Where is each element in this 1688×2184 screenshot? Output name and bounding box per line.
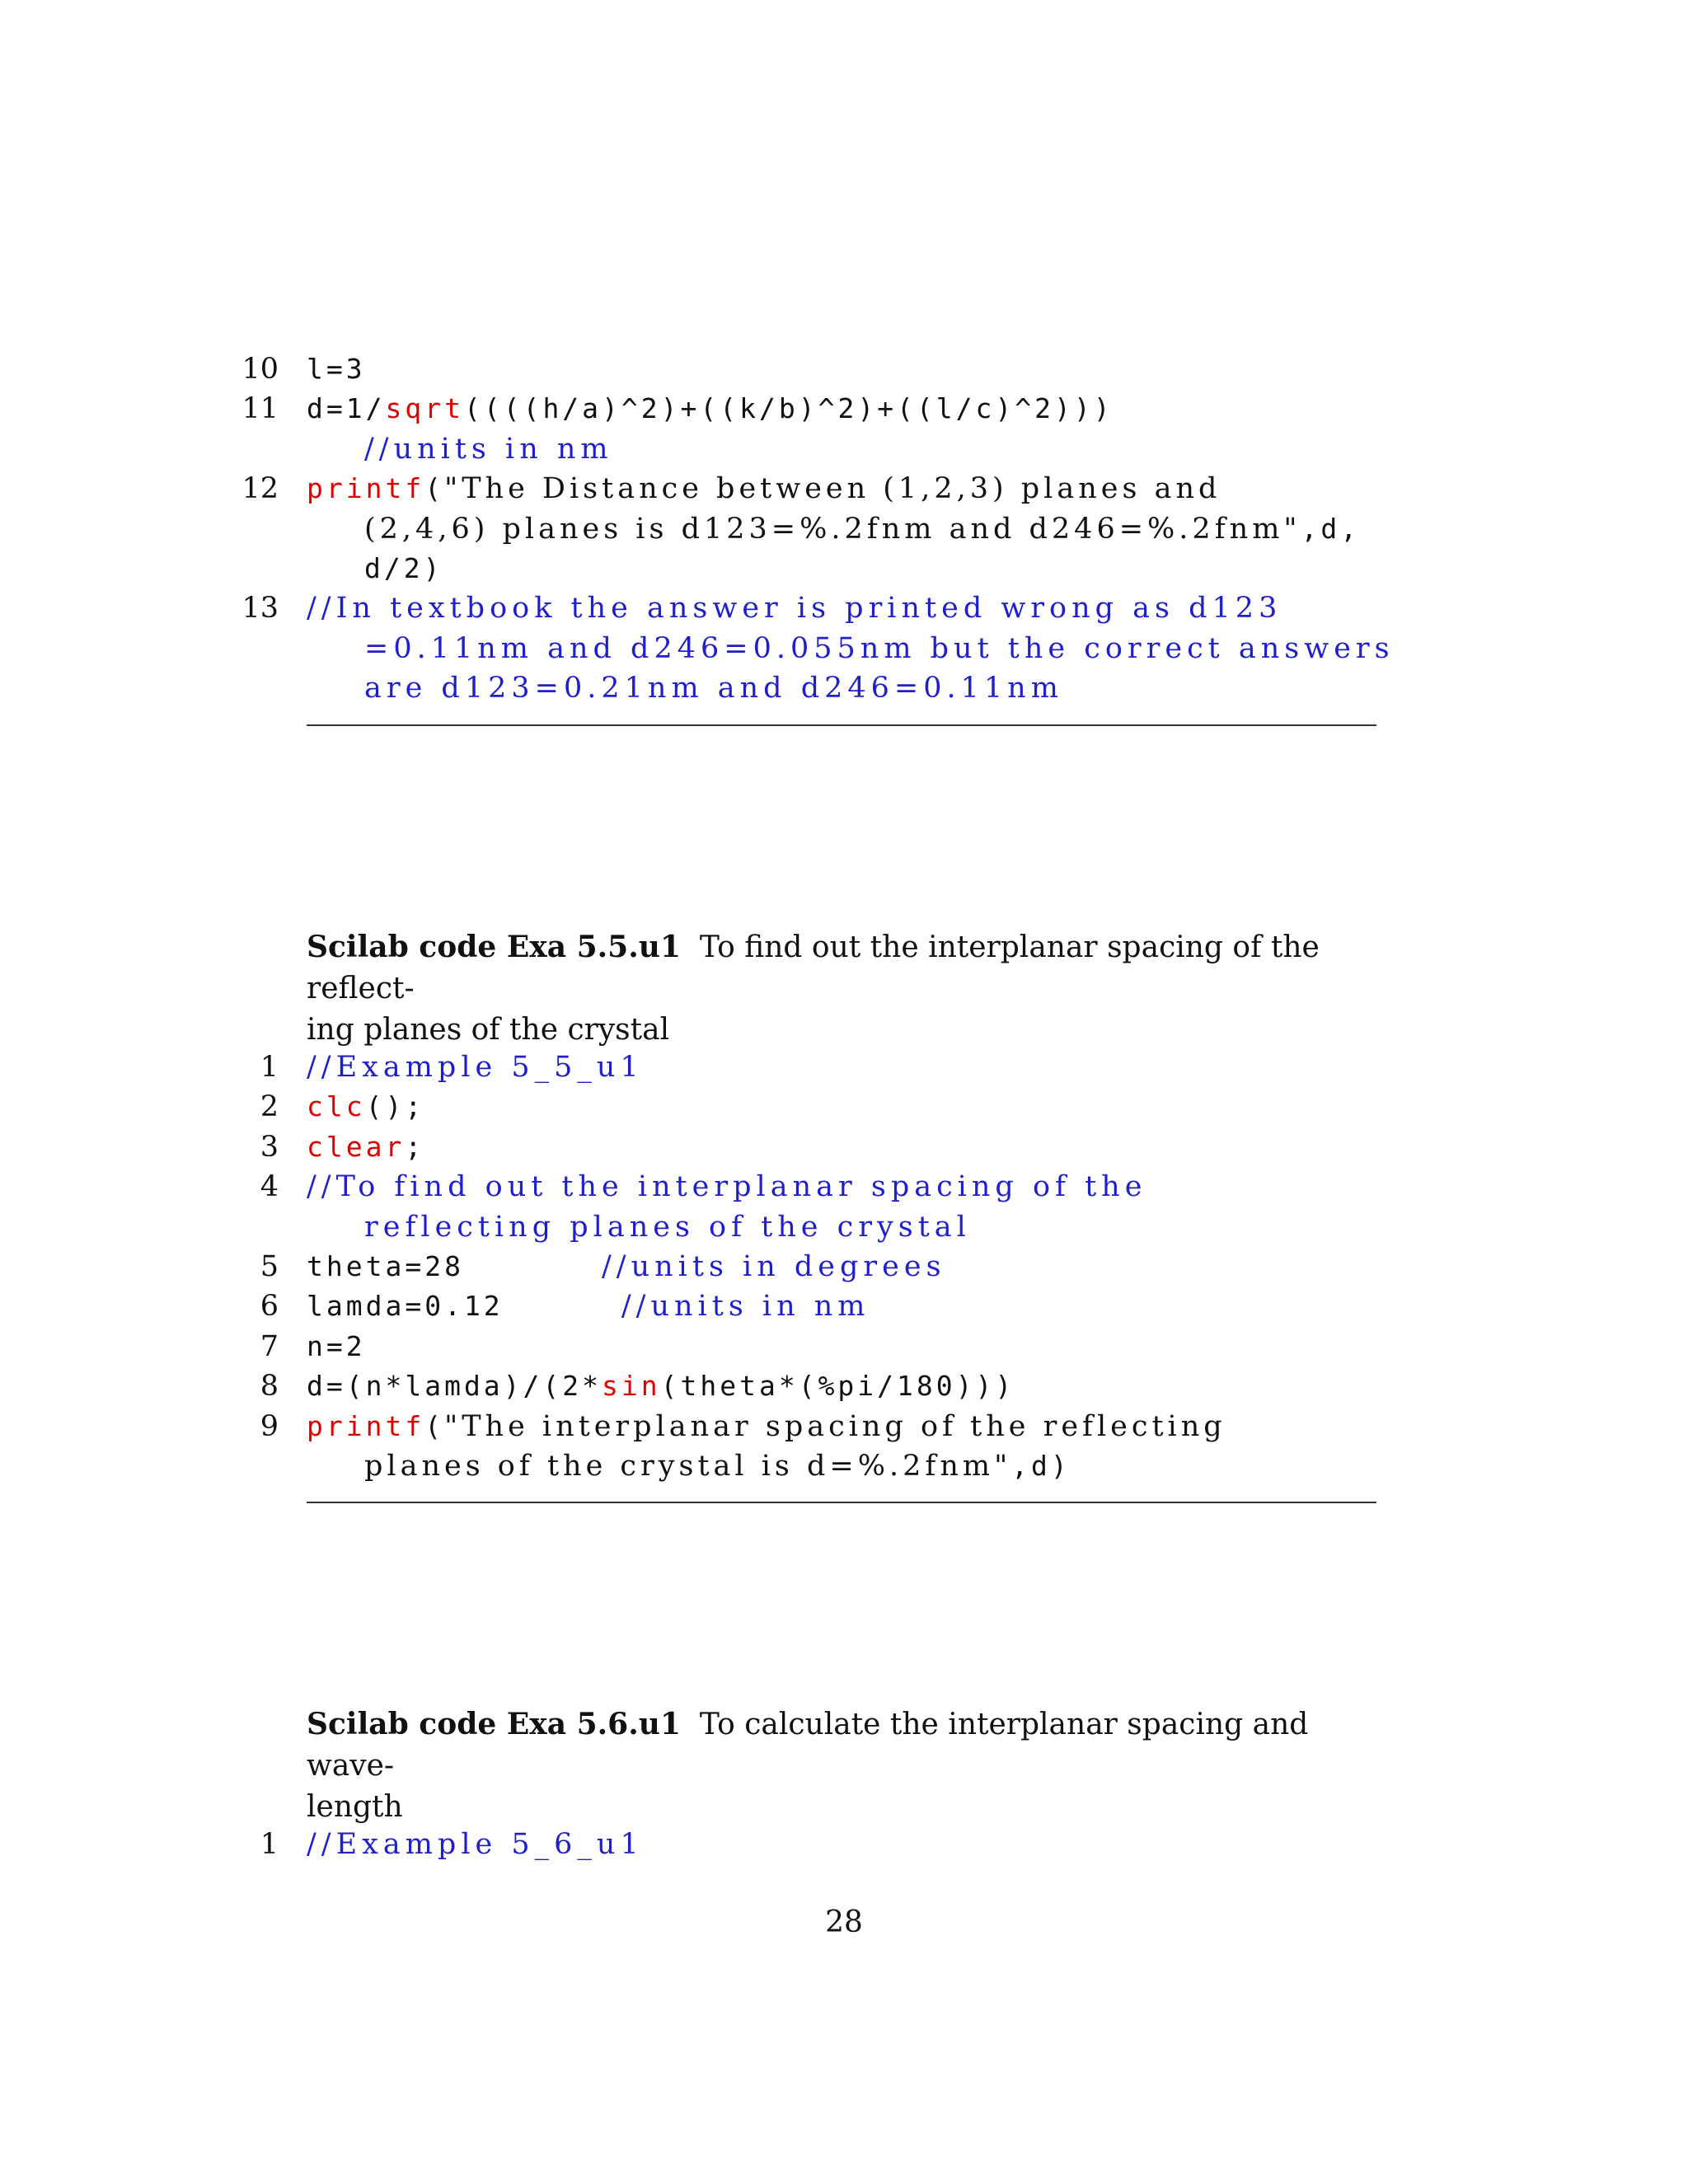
code-line bbox=[0, 588, 1688, 628]
code-line bbox=[0, 1327, 1688, 1366]
code-text bbox=[307, 1127, 424, 1167]
code-comment: are d123=0.21nm and d246=0.11nm bbox=[364, 672, 1063, 705]
code-comment: //units in degrees bbox=[602, 1249, 946, 1283]
code-text bbox=[307, 1087, 424, 1127]
code-text bbox=[364, 1446, 1071, 1486]
code-text bbox=[307, 469, 1221, 509]
line-number: 9 bbox=[260, 1409, 279, 1443]
code-token: l=3 bbox=[307, 353, 366, 385]
code-listing-exa-5-6-u1 bbox=[0, 1825, 1688, 1864]
code-keyword: clc bbox=[307, 1090, 366, 1123]
code-line bbox=[0, 1127, 1688, 1167]
code-token: ,d) bbox=[1011, 1449, 1071, 1482]
code-token: ; bbox=[405, 1130, 425, 1163]
line-number: 13 bbox=[241, 592, 279, 626]
code-line-continuation bbox=[0, 549, 1688, 588]
caption-text: To find out the interplanar spacing of the reflect- bbox=[307, 930, 1320, 1005]
code-line-continuation bbox=[0, 509, 1688, 549]
line-number: 6 bbox=[260, 1290, 279, 1324]
code-keyword: sin bbox=[602, 1370, 661, 1403]
line-number: 5 bbox=[260, 1249, 279, 1283]
code-line bbox=[0, 469, 1688, 509]
code-token: d=1/ bbox=[307, 392, 386, 425]
code-string: planes of the crystal is d=%.2fnm" bbox=[364, 1449, 1012, 1483]
code-line bbox=[0, 1366, 1688, 1406]
code-text bbox=[307, 1407, 1226, 1446]
caption-label: Scilab code Exa 5.5.u1 bbox=[307, 930, 681, 964]
code-token: ((((h/a)^2)+((k/b)^2)+((l/c)^2))) bbox=[463, 392, 1114, 425]
line-number: 1 bbox=[260, 1828, 279, 1861]
code-keyword: sqrt bbox=[385, 392, 464, 425]
code-token: ( bbox=[424, 472, 445, 505]
caption-text-continued: length bbox=[307, 1790, 403, 1824]
code-string: (2,4,6) planes is d123=%.2fnm and d246=%.2fnm" bbox=[364, 512, 1301, 546]
code-line bbox=[0, 1167, 1688, 1207]
code-comment: //Example 5_6_u1 bbox=[307, 1828, 644, 1861]
caption-text: To calculate the interplanar spacing and wave- bbox=[307, 1708, 1309, 1783]
code-token: ,d, bbox=[1301, 512, 1361, 545]
code-text bbox=[364, 549, 443, 588]
code-text bbox=[307, 389, 1114, 429]
code-keyword: printf bbox=[307, 472, 425, 505]
code-text bbox=[307, 1167, 1146, 1207]
code-text bbox=[307, 1247, 946, 1286]
code-comment: =0.11nm and d246=0.055nm but the correct answers bbox=[364, 631, 1395, 665]
listing-end-rule bbox=[307, 1502, 1376, 1503]
code-keyword: clear bbox=[307, 1130, 406, 1163]
line-number: 11 bbox=[241, 392, 279, 426]
code-text bbox=[307, 1327, 366, 1366]
code-token: d=(n*lamda)/(2* bbox=[307, 1370, 603, 1403]
code-comment: reflecting planes of the crystal bbox=[364, 1210, 971, 1244]
line-number: 8 bbox=[260, 1370, 279, 1404]
line-number: 4 bbox=[260, 1170, 279, 1204]
line-number: 2 bbox=[260, 1090, 279, 1124]
code-comment: //In textbook the answer is printed wrong as d123 bbox=[307, 592, 1282, 626]
code-text bbox=[307, 1047, 644, 1087]
code-line bbox=[0, 389, 1688, 429]
code-string: "The interplanar spacing of the reflecting bbox=[444, 1409, 1226, 1443]
code-token: (theta*(%pi/180))) bbox=[660, 1370, 1015, 1403]
page-number: 28 bbox=[825, 1905, 863, 1939]
code-text bbox=[364, 668, 1063, 708]
code-text bbox=[307, 588, 1282, 628]
code-line bbox=[0, 1286, 1688, 1326]
code-line bbox=[0, 1047, 1688, 1087]
line-number: 12 bbox=[241, 472, 279, 506]
code-listing-exa-5-5-u1 bbox=[0, 1047, 1688, 1486]
code-comment: //To find out the interplanar spacing of the bbox=[307, 1170, 1147, 1204]
code-line-continuation bbox=[0, 1207, 1688, 1247]
code-string: "The Distance between (1,2,3) planes and bbox=[444, 472, 1221, 506]
code-token: ( bbox=[424, 1409, 445, 1442]
code-keyword: printf bbox=[307, 1409, 425, 1442]
code-text bbox=[307, 1286, 870, 1326]
line-number: 7 bbox=[260, 1329, 279, 1363]
code-line bbox=[0, 1407, 1688, 1446]
code-line bbox=[0, 1087, 1688, 1127]
code-token: lamda=0.12 bbox=[307, 1290, 621, 1323]
code-text bbox=[364, 509, 1360, 549]
code-text bbox=[364, 429, 613, 469]
caption-exa-5-6-u1 bbox=[307, 1704, 1378, 1828]
code-text bbox=[307, 1366, 1015, 1406]
code-line-continuation bbox=[0, 1446, 1688, 1486]
listing-end-rule bbox=[307, 724, 1376, 726]
code-line-continuation bbox=[0, 629, 1688, 668]
code-line-continuation bbox=[0, 429, 1688, 469]
code-line-continuation bbox=[0, 668, 1688, 708]
code-listing-exa-5-4-continued bbox=[0, 349, 1688, 709]
code-token: n=2 bbox=[307, 1329, 366, 1362]
caption-text-continued: ing planes of the crystal bbox=[307, 1013, 670, 1047]
code-text bbox=[364, 1207, 971, 1247]
code-comment: //units in nm bbox=[364, 432, 613, 466]
code-text bbox=[307, 1825, 644, 1864]
line-number: 1 bbox=[260, 1051, 279, 1084]
code-line bbox=[0, 1825, 1688, 1864]
caption-exa-5-5-u1 bbox=[307, 926, 1378, 1051]
code-text bbox=[307, 349, 366, 389]
code-comment: //units in nm bbox=[621, 1290, 870, 1324]
line-number: 10 bbox=[241, 353, 279, 386]
line-number: 3 bbox=[260, 1130, 279, 1164]
code-token: d/2) bbox=[364, 551, 443, 584]
code-line bbox=[0, 1247, 1688, 1286]
code-line bbox=[0, 349, 1688, 389]
code-text bbox=[364, 629, 1395, 668]
code-token: theta=28 bbox=[307, 1249, 603, 1282]
code-token: (); bbox=[365, 1090, 425, 1123]
code-comment: //Example 5_5_u1 bbox=[307, 1051, 644, 1084]
caption-label: Scilab code Exa 5.6.u1 bbox=[307, 1707, 681, 1741]
